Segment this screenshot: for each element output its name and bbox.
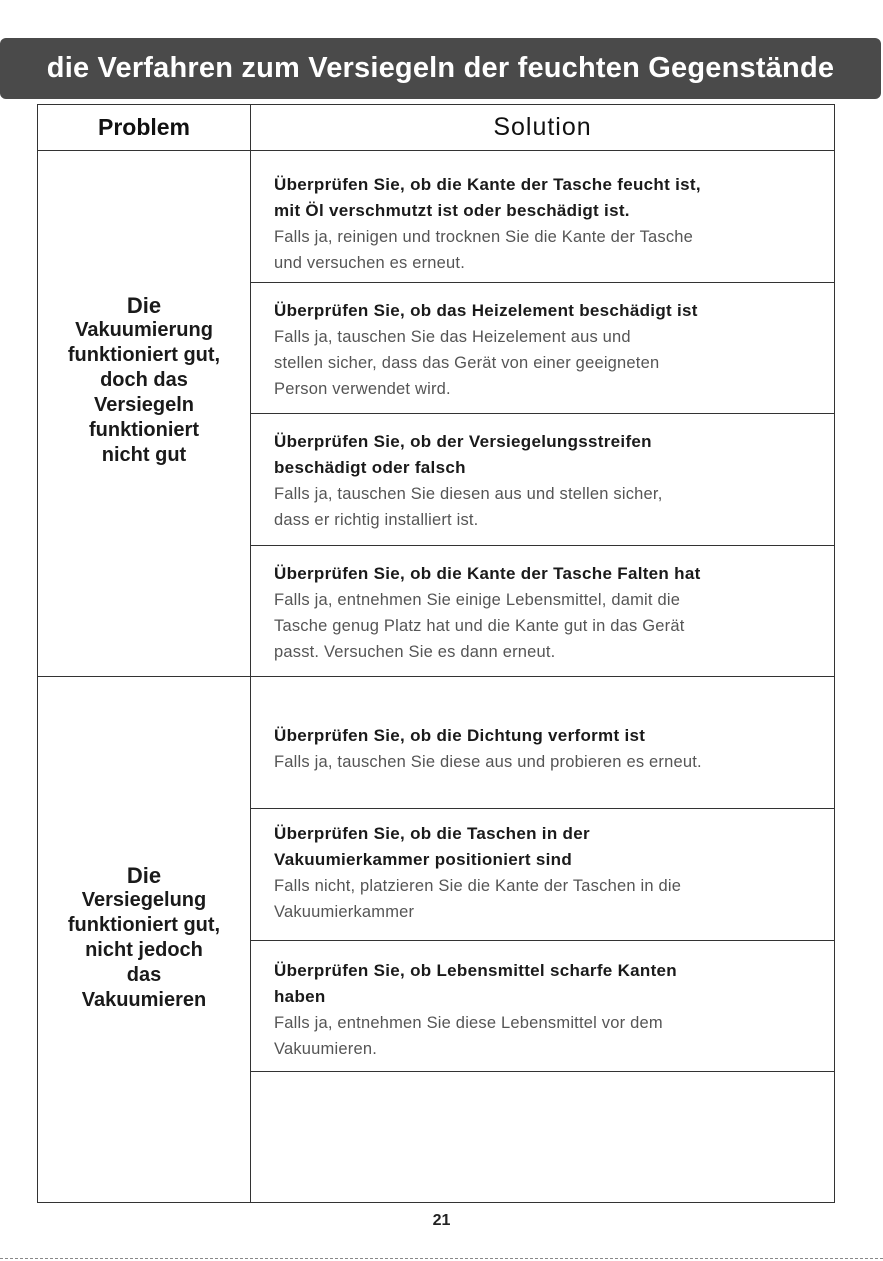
action-text: Falls ja, tauschen Sie diesen aus und stellen sicher,: [274, 485, 663, 503]
solution-cell: [274, 172, 830, 276]
action-text: Vakuumierkammer: [274, 903, 415, 921]
solution-cell: [274, 561, 830, 665]
action-text: Falls ja, entnehmen Sie diese Lebensmittel vor dem: [274, 1014, 663, 1032]
check-text: haben: [274, 987, 326, 1006]
action-text: dass er richtig installiert ist.: [274, 511, 479, 529]
check-text: mit Öl verschmutzt ist oder beschädigt ist.: [274, 201, 630, 220]
page-number: 21: [432, 1212, 451, 1229]
action-text: und versuchen es erneut.: [274, 254, 466, 272]
action-text: Falls ja, reinigen und trocknen Sie die Kante der Tasche: [274, 228, 694, 246]
problem-line: doch das: [100, 369, 188, 391]
problem-line: das: [126, 964, 162, 986]
check-text: beschädigt oder falsch: [274, 458, 466, 477]
check-text: Überprüfen Sie, ob die Taschen in der: [274, 824, 590, 843]
troubleshooting-table: [37, 104, 835, 1203]
problem-lead: Die: [126, 293, 162, 318]
problem-cell-2: [38, 863, 250, 1013]
check-text: Überprüfen Sie, ob das Heizelement beschädigt ist: [274, 301, 698, 320]
solution-cell: [274, 958, 830, 1062]
row-divider: [250, 545, 834, 546]
problem-lead: Die: [126, 863, 162, 888]
action-text: Falls ja, tauschen Sie diese aus und probieren es erneut.: [274, 753, 702, 771]
action-text: Falls ja, tauschen Sie das Heizelement aus und: [274, 328, 631, 346]
action-text: Falls ja, entnehmen Sie einige Lebensmittel, damit die: [274, 591, 681, 609]
problem-line: funktioniert gut,: [67, 344, 221, 366]
row-divider: [250, 413, 834, 414]
page-title-bar: [0, 38, 881, 99]
problem-line: nicht jedoch: [85, 939, 203, 961]
row-divider: [250, 940, 834, 941]
check-text: Überprüfen Sie, ob Lebensmittel scharfe Kanten: [274, 961, 677, 980]
action-text: Person verwendet wird.: [274, 380, 451, 398]
column-divider: [250, 105, 251, 1202]
header-solution: Solution: [493, 113, 592, 141]
action-text: Falls nicht, platzieren Sie die Kante der Taschen in die: [274, 877, 682, 895]
action-text: Tasche genug Platz hat und die Kante gut in das Gerät: [274, 617, 685, 635]
problem-line: Vakuumieren: [81, 989, 207, 1011]
problem-line: funktioniert gut,: [67, 914, 221, 936]
row-divider: [250, 282, 834, 283]
action-text: passt. Versuchen Sie es dann erneut.: [274, 643, 556, 661]
check-text: Überprüfen Sie, ob der Versiegelungsstreifen: [274, 432, 652, 451]
solution-cell: [274, 429, 830, 533]
solution-cell: [274, 821, 830, 925]
group-divider: [38, 676, 834, 677]
action-text: Vakuumieren.: [274, 1040, 377, 1058]
check-text: Überprüfen Sie, ob die Kante der Tasche Falten hat: [274, 564, 701, 583]
problem-line: Versiegeln: [93, 394, 195, 416]
problem-cell-1: [38, 293, 250, 468]
header-divider: [38, 150, 834, 151]
solution-cell: [274, 723, 830, 775]
check-text: Vakuumierkammer positioniert sind: [274, 850, 573, 869]
header-problem: Problem: [97, 114, 191, 140]
check-text: Überprüfen Sie, ob die Kante der Tasche feucht ist,: [274, 175, 701, 194]
row-divider: [250, 1071, 834, 1072]
problem-line: Vakuumierung: [75, 319, 213, 341]
problem-line: Versiegelung: [81, 889, 207, 911]
problem-line: nicht gut: [101, 444, 187, 466]
bottom-rule: [0, 1258, 883, 1259]
row-divider: [250, 808, 834, 809]
problem-line: funktioniert: [89, 419, 199, 441]
check-text: Überprüfen Sie, ob die Dichtung verformt ist: [274, 726, 646, 745]
solution-cell: [274, 298, 830, 402]
action-text: stellen sicher, dass das Gerät von einer geeigneten: [274, 354, 660, 372]
page-title: die Verfahren zum Versiegeln der feuchten Gegenstände: [46, 52, 835, 84]
